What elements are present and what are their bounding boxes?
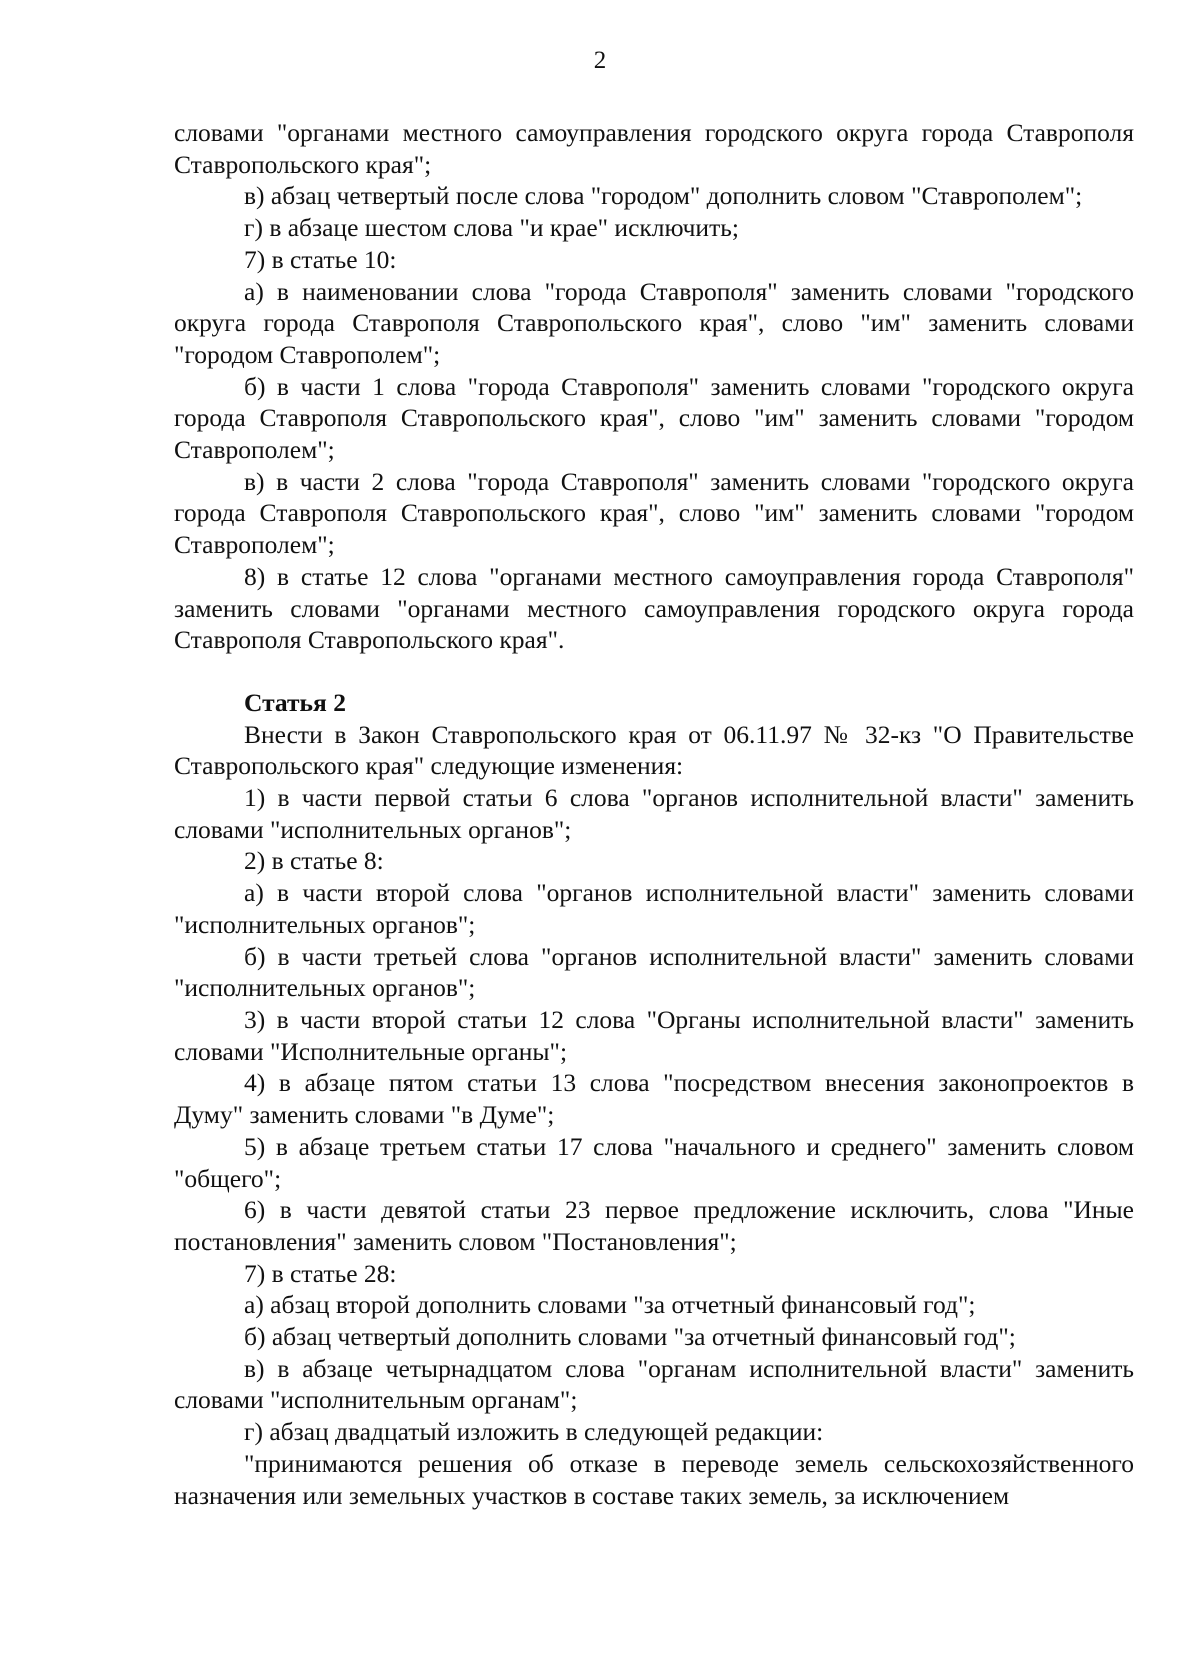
paragraph: 3) в части второй статьи 12 слова "Органы исполнительной власти" заменить словами "Исполнительные органы"; xyxy=(174,1004,1134,1066)
paragraph: б) в части 1 слова "города Ставрополя" заменить словами "городского округа города Ставрополя Ставропольского края", слово "им" заменить словами "городом Ставрополем"; xyxy=(174,371,1134,465)
page-number: 2 xyxy=(593,47,607,74)
paragraph: г) абзац двадцатый изложить в следующей редакции: xyxy=(244,1417,824,1447)
paragraph: б) абзац четвертый дополнить словами "за отчетный финансовый год"; xyxy=(244,1322,1016,1352)
paragraph: 4) в абзаце пятом статьи 13 слова "посредством внесения законопроектов в Думу" заменить словами "в Думе"; xyxy=(174,1068,1134,1130)
article-heading: Статья 2 xyxy=(244,687,346,717)
paragraph: 8) в статье 12 слова "органами местного самоуправления города Ставрополя" заменить словами "органами местного самоуправления городского округа города Ставрополя Ставропольского края". xyxy=(174,561,1134,655)
paragraph: 7) в статье 28: xyxy=(244,1258,397,1288)
paragraph: 7) в статье 10: xyxy=(244,244,397,274)
paragraph: 5) в абзаце третьем статьи 17 слова "начального и среднего" заменить словом "общего"; xyxy=(174,1131,1134,1193)
paragraph: в) в части 2 слова "города Ставрополя" заменить словами "городского округа города Ставрополя Ставропольского края", слово "им" заменить словами "городом Ставрополем"; xyxy=(174,466,1134,560)
paragraph: а) в наименовании слова "города Ставрополя" заменить словами "городского округа города Ставрополя Ставропольского края", слово "им" заменить словами "городом Ставрополем"; xyxy=(174,276,1134,369)
paragraph: в) абзац четвертый после слова "городом" дополнить словом "Ставрополем"; xyxy=(244,181,1083,211)
paragraph: 2) в статье 8: xyxy=(244,846,384,876)
paragraph: 6) в части девятой статьи 23 первое предложение исключить, слова "Иные постановления" заменить словом "Постановления"; xyxy=(174,1195,1134,1256)
paragraph: а) абзац второй дополнить словами "за отчетный финансовый год"; xyxy=(244,1290,976,1320)
paragraph: в) в абзаце четырнадцатом слова "органам исполнительной власти" заменить словами "исполнительным органам"; xyxy=(174,1353,1134,1415)
paragraph: г) в абзаце шестом слова "и крае" исключить; xyxy=(244,213,739,243)
paragraph: словами "органами местного самоуправления городского округа города Ставрополя Ставропольского края"; xyxy=(174,118,1134,179)
paragraph: б) в части третьей слова "органов исполнительной власти" заменить словами "исполнительных органов"; xyxy=(174,941,1134,1003)
document-body xyxy=(174,117,1134,1511)
paragraph: 1) в части первой статьи 6 слова "органов исполнительной власти" заменить словами "исполнительных органов"; xyxy=(174,783,1134,844)
paragraph: Внести в Закон Ставропольского края от 06.11.97 № 32-кз "О Правительстве Ставропольского края" следующие изменения: xyxy=(174,719,1134,781)
paragraph: а) в части второй слова "органов исполнительной власти" заменить словами "исполнительных органов"; xyxy=(174,878,1134,939)
paragraph: "принимаются решения об отказе в переводе земель сельскохозяйственного назначения или земельных участков в составе таких земель, за исключением xyxy=(174,1448,1134,1510)
